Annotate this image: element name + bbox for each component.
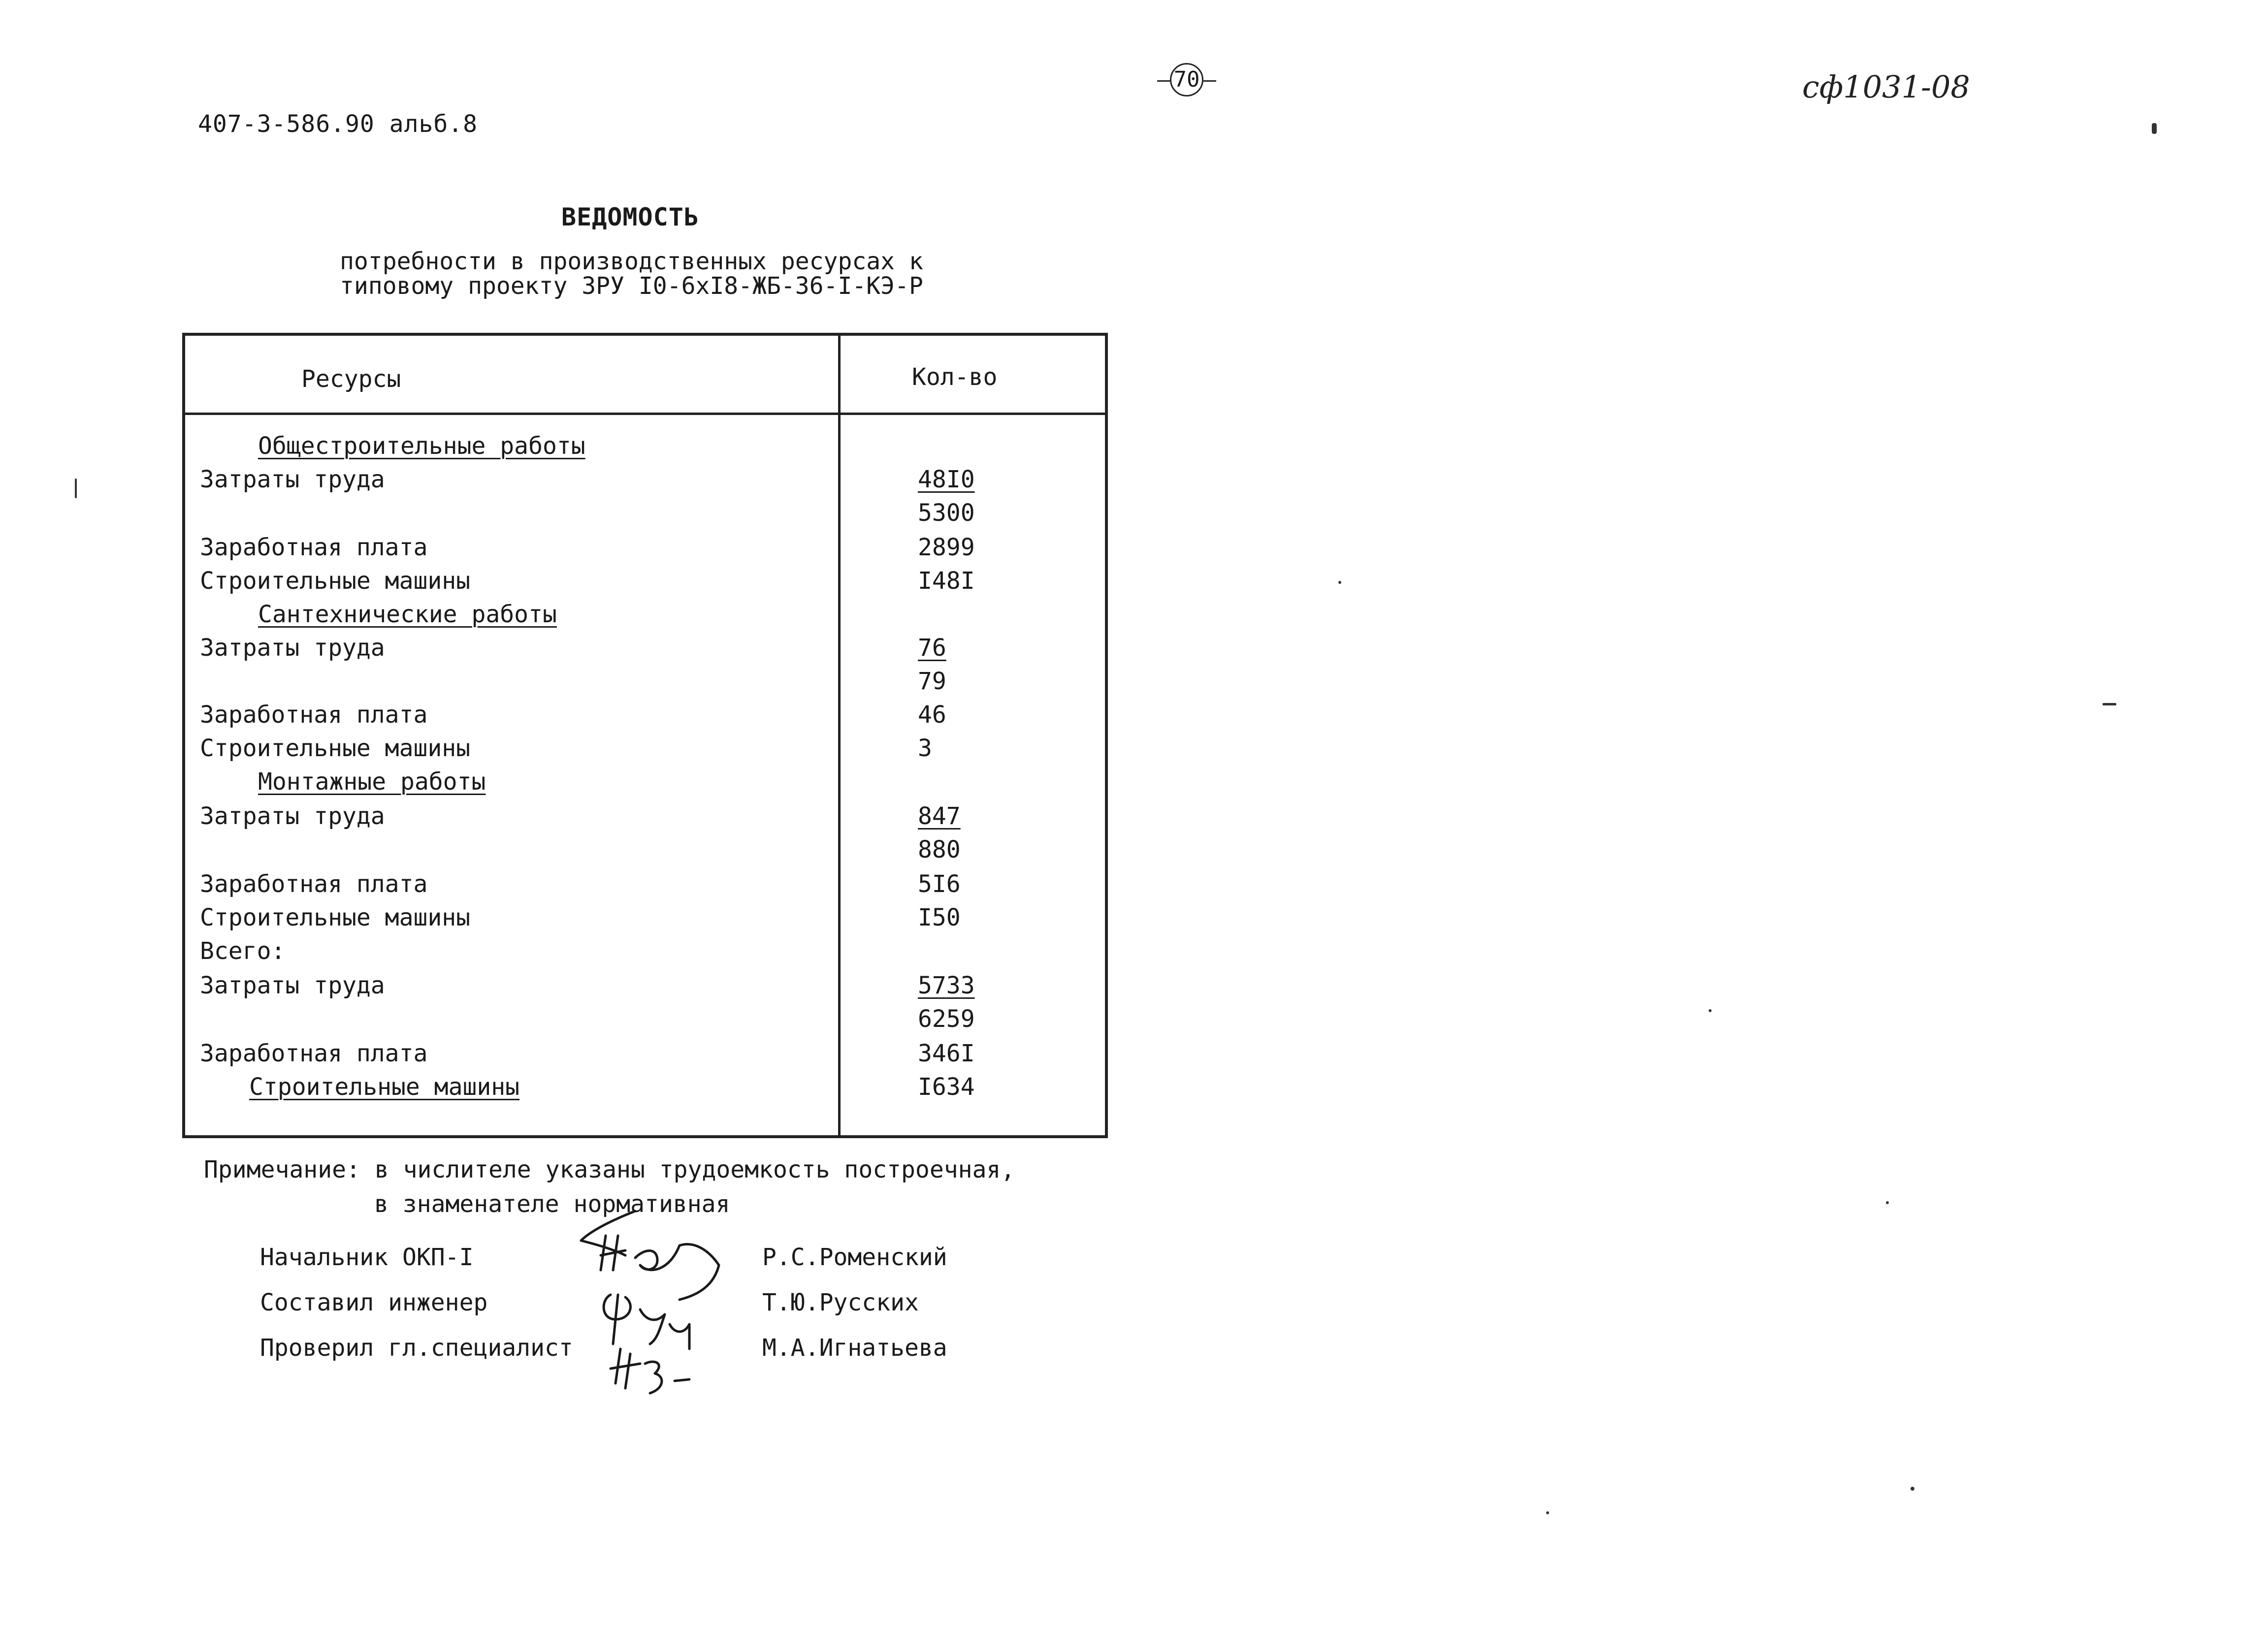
- header-divider: [185, 413, 1105, 415]
- row-value: 346I: [918, 1040, 975, 1067]
- row-label: Заработная плата: [200, 1040, 428, 1067]
- row-value: I634: [918, 1073, 975, 1101]
- row-value-numerator: 847: [918, 802, 961, 830]
- row-value-denominator: 6259: [918, 1005, 975, 1033]
- scan-speck: [2152, 123, 2157, 134]
- signature-role: Начальник ОКП-I: [260, 1244, 474, 1271]
- row-value: 3: [918, 734, 932, 762]
- document-title: ВЕДОМОСТЬ: [561, 203, 699, 231]
- scan-speck: [75, 479, 77, 498]
- section-heading-plumbing: Сантехнические работы: [258, 601, 557, 628]
- archive-code: сф1031-08: [1802, 69, 1970, 105]
- signature-name: М.А.Игнатьева: [762, 1334, 947, 1362]
- row-label: Строительные машины: [200, 904, 471, 931]
- signature-name: Р.С.Роменский: [762, 1244, 947, 1271]
- row-label: Затраты труда: [200, 972, 385, 999]
- row-value-denominator: 880: [918, 836, 961, 863]
- row-value: I50: [918, 904, 961, 931]
- handwritten-signatures: [571, 1201, 739, 1408]
- row-value-denominator: 5300: [918, 499, 975, 527]
- row-value: 2899: [918, 534, 975, 561]
- scan-speck: [1546, 1511, 1549, 1514]
- signature-role: Составил инженер: [260, 1289, 488, 1316]
- scan-speck: [1338, 581, 1341, 584]
- note-line-2: в знаменателе нормативная: [374, 1190, 730, 1218]
- row-value: I48I: [918, 567, 975, 595]
- section-heading-total: Всего:: [200, 937, 286, 965]
- column-header-quantity: Кол-во: [912, 363, 998, 391]
- column-header-resources: Ресурсы: [301, 365, 401, 393]
- row-value: 5I6: [918, 870, 961, 898]
- section-heading-installation: Монтажные работы: [258, 768, 486, 796]
- signature-name: Т.Ю.Русских: [762, 1289, 919, 1316]
- column-divider: [838, 336, 841, 1135]
- row-label: Заработная плата: [200, 534, 428, 561]
- subtitle-line-2: типовому проекту ЗРУ I0-6хI8-ЖБ-36-I-КЭ-Р: [340, 272, 923, 300]
- section-heading-general: Общестроительные работы: [258, 432, 585, 460]
- page-number-value: 70: [1170, 63, 1203, 96]
- row-label: Строительные машины: [200, 567, 471, 595]
- page-number: [1157, 63, 1216, 96]
- scan-speck: [2103, 703, 2116, 705]
- row-label: Заработная плата: [200, 701, 428, 729]
- row-label: Затраты труда: [200, 634, 385, 662]
- scan-speck: [1911, 1487, 1914, 1491]
- row-label: Строительные машины: [200, 734, 471, 762]
- document-subtitle: [340, 249, 923, 298]
- subtitle-line-1: потребности в производственных ресурсах к: [340, 248, 923, 275]
- row-value-denominator: 79: [918, 668, 946, 695]
- row-label: Заработная плата: [200, 870, 428, 898]
- signature-role: Проверил гл.специалист: [260, 1334, 573, 1362]
- row-label: Строительные машины: [249, 1073, 520, 1101]
- row-value-numerator: 76: [918, 634, 946, 662]
- row-value-numerator: 5733: [918, 972, 975, 999]
- row-value-numerator: 48I0: [918, 466, 975, 493]
- row-label: Затраты труда: [200, 466, 385, 493]
- document-code: 407-3-586.90 альб.8: [198, 110, 478, 138]
- row-value: 46: [918, 701, 946, 729]
- note-line-1: Примечание: в числителе указаны трудоемкость построечная,: [204, 1156, 1015, 1183]
- scan-speck: [1886, 1201, 1889, 1204]
- resources-table: [182, 333, 1108, 1138]
- scan-speck: [1709, 1009, 1712, 1012]
- row-label: Затраты труда: [200, 802, 385, 830]
